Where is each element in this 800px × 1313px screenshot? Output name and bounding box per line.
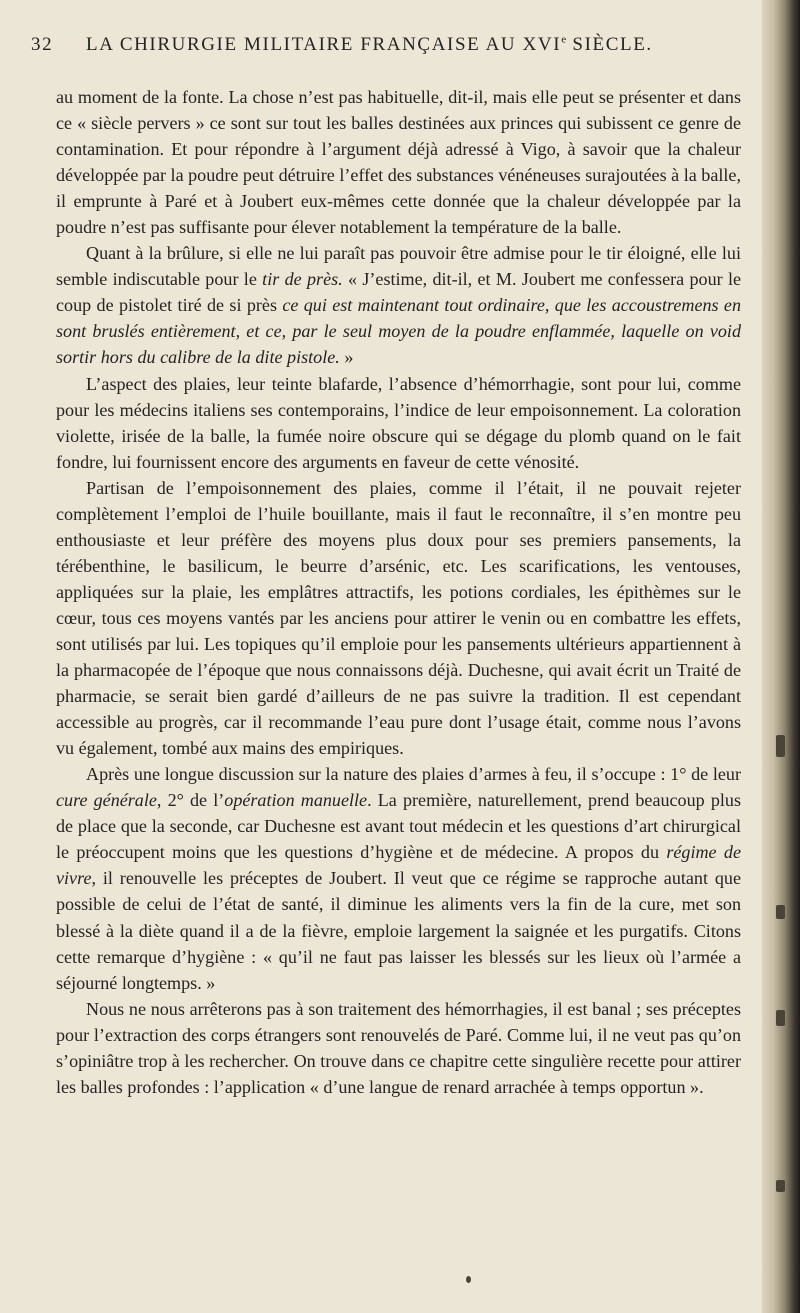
running-head-end: SIÈCLE. [566, 34, 653, 56]
edge-mark [776, 905, 785, 919]
text-run: au moment de la fonte. La chose n’est pas habituelle, dit-il, mais elle peut se présenter et dans ce « siècle pervers » ce sont sur tout les balles destinées aux princes qui subissent ce genre de contamination. Et pour répondre à l’argument déjà adressé à Vigo, à savoir que la chaleur développée par la poudre peut détruire l’effet des substances vénéneuses surajoutées à la balle, il emprunte à Paré et à Joubert eux-mêmes cette donnée que la chaleur développée par la poudre n’est pas suffisante pour élever notablement la température de la balle. [56, 87, 741, 238]
page-edge-shadow [762, 0, 800, 1313]
text-run: , [544, 295, 555, 316]
text-run: L’aspect des plaies, leur teinte blafarde, l’absence d’hémorrhagie, sont pour lui, comme pour les médecins italiens ses contemporains, l’indice de leur empoisonnement. La coloration violette, irisée de la balle, la fumée noire obscure qui se dégage du plomb quand on le fait fondre, lui fournissent encore des arguments en faveur de cette vénosité. [56, 373, 741, 472]
italic-text: opération manuelle [224, 790, 368, 811]
running-head [86, 34, 653, 55]
body-text [56, 84, 741, 1100]
text-run: Après une longue discussion sur la nature des plaies d’armes à feu, il s’occupe : 1° de leur [86, 764, 741, 785]
page-number: 32 [31, 34, 54, 56]
text-run: » [339, 347, 354, 368]
italic-text: régime de vivre [56, 842, 741, 889]
edge-mark [776, 735, 785, 757]
text-run: Nous ne nous arrêterons pas à son traitement des hémorrhagies, il est banal ; ses préceptes pour l’extraction des corps étrangers sont renouvelés de Paré. Comme lui, il ne veut pas qu’on s’opiniâtre trop à les rechercher. On trouve dans ce chapitre cette singulière recette pour attirer les balles profondes : l’application « d’une langue de renard arrachée à temps opportun ». [56, 998, 741, 1097]
italic-text: tir de près. [262, 269, 343, 290]
text-run: . La première, naturellement, prend beaucoup plus de place que la seconde, car Duchesne est avant tout médecin et les questions d’art chirurgical le préoccupent moins que les questions d’hygiène et de médecine. A propos du [56, 790, 741, 863]
edge-mark [776, 1180, 785, 1192]
paragraph [56, 240, 741, 370]
paragraph [56, 996, 741, 1100]
footer-mark [466, 1276, 471, 1283]
running-head-text: LA CHIRURGIE MILITAIRE FRANÇAISE AU XVI [86, 34, 562, 56]
page-header [31, 34, 741, 60]
text-run: Quant à la brûlure, si elle ne lui paraît pas pouvoir être admise pour le tir éloigné, elle lui semble indiscutable pour le [56, 243, 741, 290]
text-run: , il renouvelle les préceptes de Joubert. Il veut que ce régime se rapproche autant que possible de celui de l’état de santé, il diminue les aliments vers la fin de la cure, met son blessé à la diète quand il a de la fièvre, emploie largement la saignée et les purgatifs. Citons cette remarque d’hygiène : « qu’il ne faut pas laisser les blessés sur les lieux où l’armée a séjourné longtemps. » [56, 868, 741, 993]
text-run: , 2° de l’ [156, 790, 225, 811]
text-run: Partisan de l’empoisonnement des plaies, comme il l’était, il ne pouvait rejeter complètement l’emploi de l’huile bouillante, mais il faut le reconnaître, il s’en montre peu enthousiaste et leur préfère des moyens plus doux pour ses premiers pansements, la térébenthine, le basilicum, le beurre d’arsénic, etc. Les scarifications, les ventouses, appliquées sur la plaie, les emplâtres attractifs, les potions cordiales, les épithèmes sur le cœur, tous ces moyens vantés par les anciens pour attirer le venin ou en combattre les effets, sont utilisés par lui. Les topiques qu’il emploie pour les pansements ultérieurs appartiennent à la pharmacopée de l’époque que nous connaissons déjà. Duchesne, qui avait écrit un Traité de pharmacie, se serait bien gardé d’ailleurs de ne pas suivre la tradition. Il est cependant accessible au progrès, car il recommande l’eau pure dont l’usage était, comme nous l’avons vu également, tombé aux mains des empiriques. [56, 477, 741, 759]
italic-text: que les accoustremens en sont bruslés entièrement, et ce, par le seul moyen de la poudre enflammée, laquelle on void sortir hors du calibre de la dite pistole. [56, 295, 741, 368]
text-run: « J’estime, dit-il, et M. Joubert me confessera pour le coup de pistolet tiré de si près [56, 269, 742, 316]
paragraph [56, 761, 741, 995]
paragraph [56, 84, 741, 240]
paragraph [56, 475, 741, 762]
edge-mark [776, 1010, 785, 1026]
italic-text: ce qui est maintenant tout ordinaire [282, 295, 545, 316]
running-head-superscript: e [561, 34, 567, 46]
paragraph [56, 371, 741, 475]
italic-text: cure générale [56, 790, 157, 811]
